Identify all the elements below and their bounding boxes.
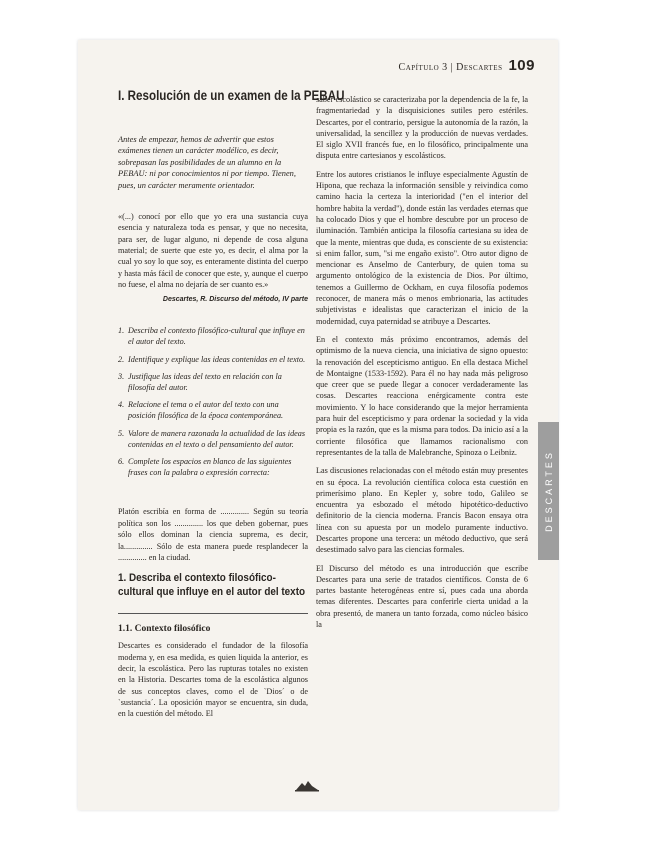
exam-question: 4. Relacione el tema o el autor del texto con una posición filosófica de la época contemporánea. [118, 400, 284, 421]
exam-question: 2. Identifique y explique las ideas contenidas en el texto. [118, 354, 306, 364]
exam-question: 5. Valore de manera razonada la actualidad de las ideas contenidas en el texto o del pensamiento del autor. [118, 428, 306, 449]
exam-questions [118, 325, 308, 478]
body-paragraph: Las discusiones relacionadas con el método están muy presentes en su época. La revolución científica coloca esta cuestión en primerísimo plano. En Kepler y, sobre todo, Galileo se encuentra ya esbozado el método hipotético-deductivo definitorio de la ciencia moderna. Francis Bacon ensaya otra línea con su apuesta por un modelo puramente inductivo. Descartes propone una tercera: un método deductivo, que será desestimado salvo para las ciencias formales. [316, 466, 528, 555]
body-paragraph: saber escolástico se caracterizaba por la dependencia de la fe, la fragmentariedad y la disquisiciones sutiles pero estériles. Descartes, por el contrario, persigue la autonomía de la razón, la universalidad, la sencillez y la producción de nuevas verdades. El siglo XVII francés fue, en lo filosófico, principalmente una disputa entre cartesianos y escolásticos. [316, 95, 528, 161]
source-quote: «(...) conocí por ello que yo era una sustancia cuya esencia y naturaleza toda es pensar, y que no necesita, para ser, de lugar alguno, ni depende de cosa alguna material; de suerte que este yo, es decir, el alma por la cual yo soy lo que soy, es enteramente distinta del cuerpo y hasta más fácil de conocer que este, y, aunque el cuerpo no fuese, el alma no dejaría de ser cuanto es.» [118, 212, 308, 289]
page-title: I. Resolución de un examen de la PEBAU [118, 88, 345, 103]
section-divider [118, 613, 308, 614]
right-column [316, 94, 528, 637]
fill-in-blank-paragraph: Platón escribía en forma de .............. Según su teoría política son los .............. los que deben gobernar, pues sólo ellos dominan la ciencia suprema, es decir, la.............. Sólo de esta manera puede resplandecer la .............. en la ciudad. [118, 507, 308, 562]
running-head [399, 57, 535, 74]
quote-citation: Descartes, R. Discurso del método, IV parte [162, 296, 308, 304]
intro-paragraph: Antes de empezar, hemos de advertir que estos exámenes tienen un carácter modélico, es decir, sobrepasan las posibilidades de un alumno en la PEBAU: ni por conocimientos ni por tiempo. Tienen, pues, un carácter meramente orientador. [118, 135, 296, 190]
body-paragraph: Descartes es considerado el fundador de la filosofía moderna y, en esa medida, es quien liquida la anterior, es decir, la escolástica. Pero las rupturas totales no existen en la Historia. Descartes toma de la escolástica algunos de sus conceptos claves, como el de `Dios´ o de `sustancia´. La oposición mayor se encuentra, sin duda, en la cuestión del método. El [118, 641, 308, 719]
exam-question: 1. Describa el contexto filosófico-cultural que influye en el autor del texto. [118, 326, 305, 347]
body-paragraph: El Discurso del método es una introducción que escribe Descartes para una serie de tratados científicos. Consta de 6 partes bastante heterogéneas entre sí, pues cada una aborda temas diferentes. Descartes para conferirle cierta unidad a la obra presentó, de manera un tanto forzada, como núcleo básico la [316, 563, 528, 630]
body-paragraph: En el contexto más próximo encontramos, además del optimismo de la nueva ciencia, una iniciativa de signo opuesto: la renovación del escepticismo antiguo. En ella destaca Michel de Montaigne (1533-1592). Para él no hay nada más peligroso que creer que se puede llegar a conocer verdaderamente las cosas. Descartes reacciona enérgicamente contra este movimiento. Y lo hace considerando que la mejor herramienta para huir del escepticismo y para ordenar la sociedad y la vida propia es la razón, que es la misma para todos. Da inicio así a la corriente filosófica que llamamos racionalismo con representantes de la talla de Malebranche, Spinoza o Leibniz. [316, 334, 528, 457]
publisher-logo-icon [294, 778, 320, 792]
subsection-heading: 1.1. Contexto filosófico [118, 624, 211, 635]
left-column [118, 88, 345, 726]
chapter-side-tab [538, 422, 559, 560]
side-tab-label: DESCARTES [543, 450, 554, 532]
chapter-label: Capítulo 3 | Descartes [398, 62, 503, 73]
page-number: 109 [508, 57, 535, 74]
section-heading: 1. Describa el contexto filosófico-cultural que influye en el autor del texto [118, 572, 306, 599]
exam-question: 3. Justifique las ideas del texto en relación con la filosofía del autor. [118, 371, 282, 392]
body-paragraph: Entre los autores cristianos le influye especialmente Agustín de Hipona, que rechaza la información sensible y reivindica como camino hacia la certeza la interioridad ("en el interior del hombre habita la verdad"), donde están las verdades eternas que ha colocado Dios y que el hombre descubre por un proceso de iluminación. También anticipa la filosofía cartesiana su idea de que la mente, mientras que duda, es consciente de su existencia: si enim fallor, sum, "si me engaño existo". Otro autor digno de mencionar es Anselmo de Canterbury, de quien toma su argumento ontológico de la existencia de Dios. Por último, tenemos a Guillermo de Ockham, en cuya filosofía podemos reconocer, de manera más o menos embrionaria, las actitudes subjetivistas e idealistas que caracterizan el inicio de la modernidad, cuya paternidad se atribuye a Descartes. [316, 169, 528, 326]
exam-question: 6. Complete los espacios en blanco de las siguientes frases con la palabra o expresión correcta: [118, 456, 292, 478]
